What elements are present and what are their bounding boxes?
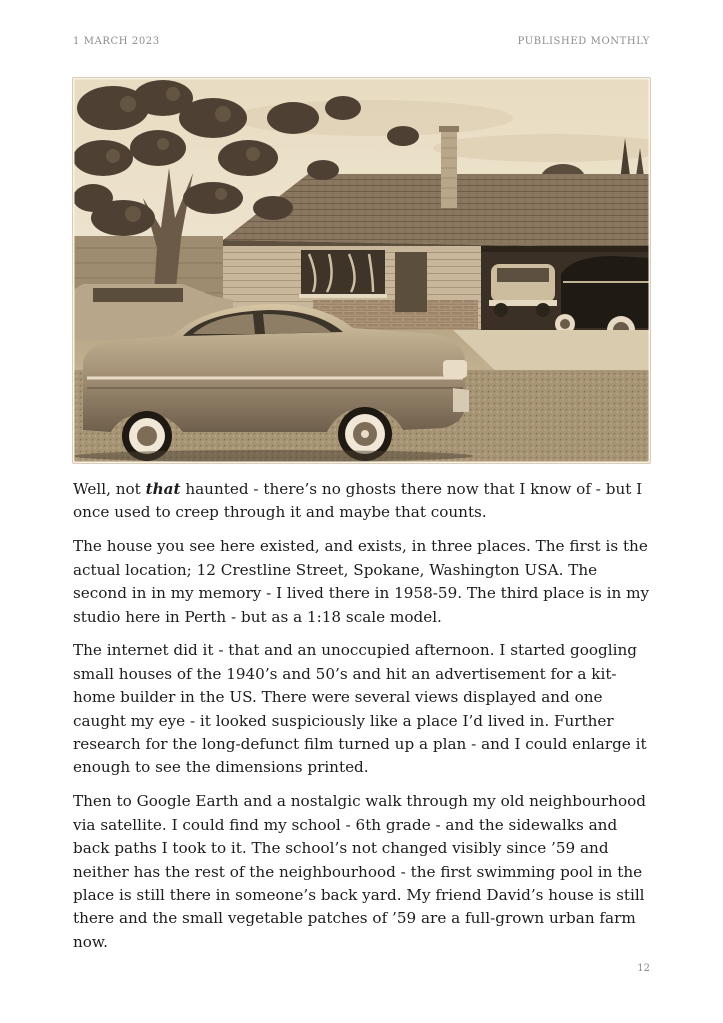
emphasized-word: that <box>145 480 181 498</box>
paragraph-1: Well, not that haunted - there’s no ghosts there now that I know of - but I once used to creep through it and maybe that counts. <box>73 480 643 522</box>
paragraph-2: The house you see here existed, and exists, in three places. The first is the actual location; 12 Crestline Street, Spokane, Washington USA. The second in in my memory - I lived there in 1958-59. The third place is in my studio here in Perth - but as a 1:18 scale model. <box>73 537 650 626</box>
paragraph-3: The internet did it - that and an unoccupied afternoon. I started googling small houses of the 1940’s and 50’s and hit an advertisement for a kit-home builder in the US. There were several views displayed and one caught my eye - it looked suspiciously like a place I’d lived in. Further research for the long-defunct film turned up a plan - and I could enlarge it enough to see the dimensions printed. <box>73 641 647 777</box>
model-house-photo <box>73 78 650 463</box>
issue-date: 1 MARCH 2023 <box>73 36 160 47</box>
publication-frequency: PUBLISHED MONTHLY <box>517 36 650 47</box>
article-body <box>73 478 653 965</box>
page-header <box>73 36 650 47</box>
paragraph-4: Then to Google Earth and a nostalgic walk through my old neighbourhood via satellite. I could find my school - 6th grade - and the sidewalks and back paths I took to it. The school’s not changed visibly since ’59 and neither has the rest of the neighbourhood - the first swimming pool in the place is still there in someone’s back yard. My friend David’s house is still there and the small vegetable patches of ’59 are a full-grown urban farm now. <box>73 792 646 951</box>
page-number: 12 <box>637 963 650 974</box>
article-photo <box>73 78 650 463</box>
